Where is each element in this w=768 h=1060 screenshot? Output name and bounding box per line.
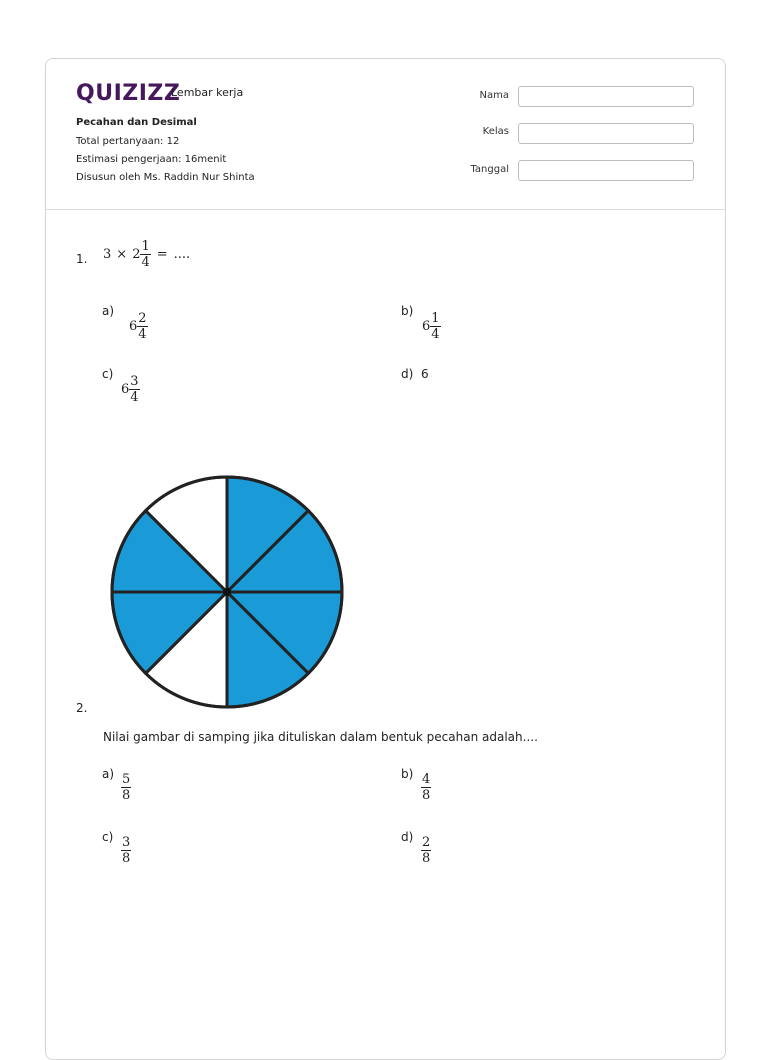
option-fraction xyxy=(121,773,131,802)
q1-option-c[interactable] xyxy=(121,375,140,404)
pie-center xyxy=(223,588,231,596)
name-field[interactable] xyxy=(518,86,694,107)
option-fraction xyxy=(430,312,440,341)
option-fraction xyxy=(421,773,431,802)
q1-stem-equals: = xyxy=(156,247,168,262)
q1-stem-den: 4 xyxy=(141,255,150,270)
class-label: Kelas xyxy=(482,126,509,137)
q1-stem-whole: 2 xyxy=(132,247,141,262)
q1-stem-times: × xyxy=(116,247,128,262)
option-fraction xyxy=(421,836,431,865)
q2-option-a[interactable] xyxy=(121,773,131,802)
q1-option-a-label[interactable]: a) xyxy=(102,304,115,318)
q1-stem-tail: .... xyxy=(173,247,191,262)
option-den: 8 xyxy=(122,788,131,803)
worksheet-title: Pecahan dan Desimal xyxy=(76,117,197,128)
option-fraction xyxy=(137,312,147,341)
q2-option-d-label[interactable]: d) xyxy=(401,830,414,844)
q1-stem xyxy=(103,240,190,269)
q2-option-a-label[interactable]: a) xyxy=(102,767,115,781)
option-num: 5 xyxy=(122,772,131,787)
option-num: 2 xyxy=(422,835,431,850)
option-den: 8 xyxy=(422,788,431,803)
q1-stem-num: 1 xyxy=(141,239,150,254)
option-num: 2 xyxy=(138,311,147,326)
q2-option-b-label[interactable]: b) xyxy=(401,767,414,781)
option-den: 8 xyxy=(122,851,131,866)
option-den: 4 xyxy=(130,390,139,405)
option-num: 1 xyxy=(431,311,440,326)
date-field[interactable] xyxy=(518,160,694,181)
total-questions: Total pertanyaan: 12 xyxy=(76,136,180,147)
q2-option-b[interactable] xyxy=(421,773,431,802)
q2-option-c[interactable] xyxy=(121,836,131,865)
worksheet-subtitle: Lembar kerja xyxy=(171,86,244,99)
option-den: 4 xyxy=(138,327,147,342)
option-whole: 6 xyxy=(121,382,130,397)
option-num: 3 xyxy=(130,374,139,389)
q1-number: 1. xyxy=(76,252,88,266)
option-den: 4 xyxy=(431,327,440,342)
q1-option-a[interactable] xyxy=(129,312,148,341)
option-whole: 6 xyxy=(129,319,138,334)
q2-option-d[interactable] xyxy=(421,836,431,865)
option-fraction xyxy=(121,836,131,865)
q1-option-c-label[interactable]: c) xyxy=(102,367,114,381)
option-num: 4 xyxy=(422,772,431,787)
q1-option-b[interactable] xyxy=(422,312,441,341)
q1-stem-fraction xyxy=(140,240,150,269)
option-fraction xyxy=(129,375,139,404)
q1-stem-factor: 3 xyxy=(103,247,112,262)
option-den: 8 xyxy=(422,851,431,866)
q1-option-d-label[interactable]: d) xyxy=(401,367,414,381)
q2-number: 2. xyxy=(76,701,88,715)
worksheet-header xyxy=(46,59,725,210)
date-label: Tanggal xyxy=(470,164,509,175)
q2-text: Nilai gambar di samping jika dituliskan dalam bentuk pecahan adalah.... xyxy=(103,730,538,744)
class-field[interactable] xyxy=(518,123,694,144)
quizizz-logo: QUIZIZZ xyxy=(76,81,181,106)
option-num: 3 xyxy=(122,835,131,850)
pie-figure xyxy=(106,474,348,716)
estimated-time: Estimasi pengerjaan: 16menit xyxy=(76,154,227,165)
author: Disusun oleh Ms. Raddin Nur Shinta xyxy=(76,172,255,183)
option-whole: 6 xyxy=(422,319,431,334)
q1-option-d[interactable]: 6 xyxy=(421,367,429,381)
name-label: Nama xyxy=(479,90,509,101)
q2-option-c-label[interactable]: c) xyxy=(102,830,114,844)
q1-option-b-label[interactable]: b) xyxy=(401,304,414,318)
